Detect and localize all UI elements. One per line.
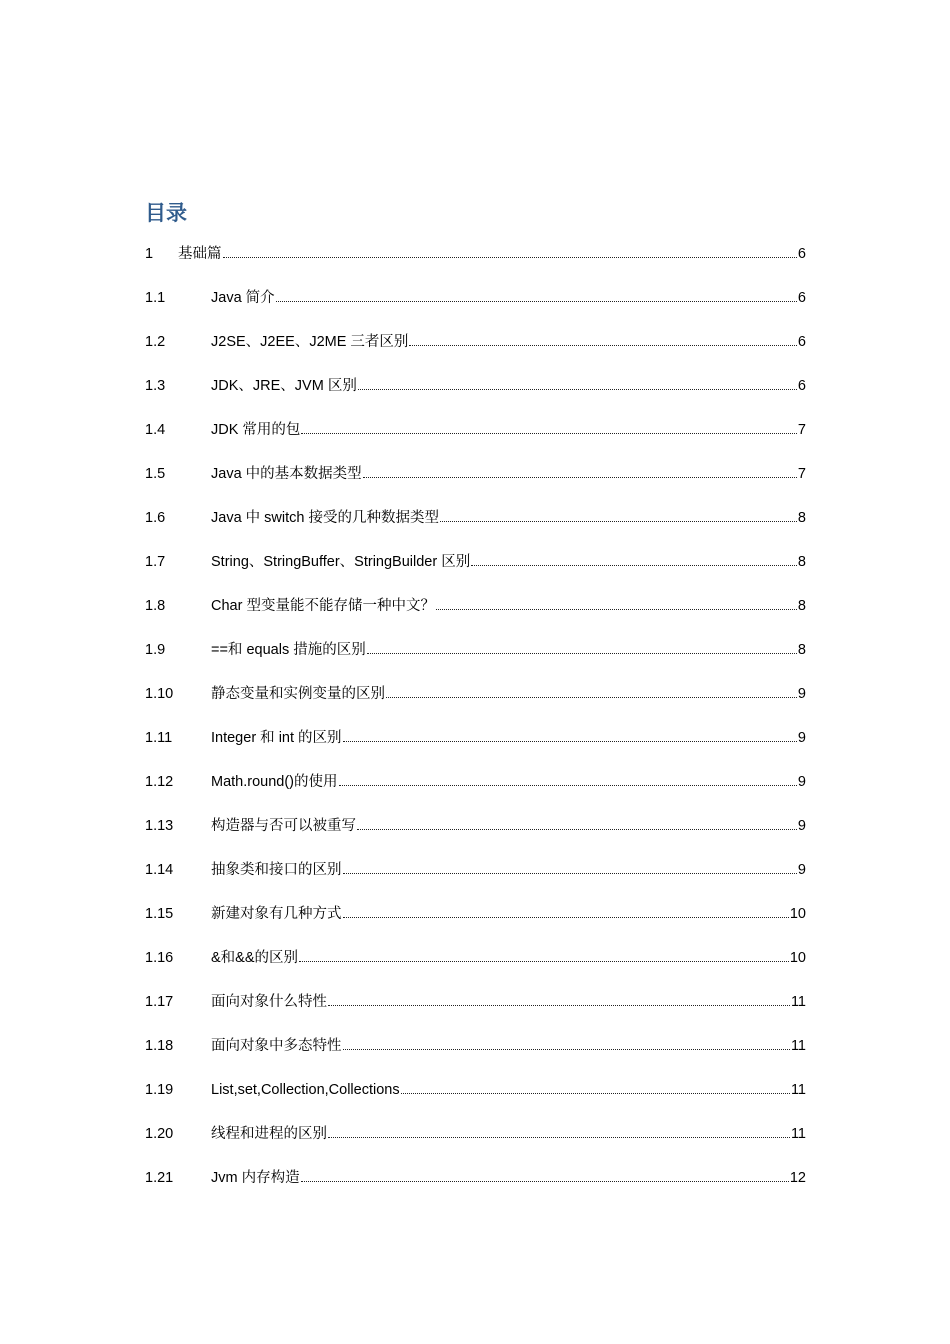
toc-entry-number: 1.13 (145, 818, 174, 834)
toc-dot-leader (276, 301, 797, 302)
toc-entry[interactable] (145, 678, 806, 722)
toc-entry-text: String、StringBuffer、StringBuilder 区别 (211, 554, 471, 570)
toc-entry-number: 1.5 (145, 466, 166, 482)
toc-dot-leader (343, 917, 789, 918)
toc-dot-leader (343, 1049, 790, 1050)
toc-dot-leader (223, 257, 797, 258)
toc-entry[interactable] (145, 414, 806, 458)
toc-entry-page: 11 (790, 1082, 806, 1098)
toc-dot-leader (328, 1005, 790, 1006)
toc-entry-page: 8 (797, 554, 806, 570)
toc-entry-page: 9 (797, 774, 806, 790)
toc-entry-number: 1.18 (145, 1038, 174, 1054)
toc-entry-number: 1.14 (145, 862, 174, 878)
toc-entry-text: JDK、JRE、JVM 区别 (211, 378, 357, 394)
toc-entry[interactable] (145, 282, 806, 326)
toc-entry[interactable] (145, 458, 806, 502)
toc-entry[interactable] (145, 546, 806, 590)
toc-dot-leader (386, 697, 797, 698)
toc-entry-text: Jvm 内存构造 (211, 1170, 300, 1186)
toc-entry-text: 构造器与否可以被重写 (211, 818, 356, 834)
toc-entry-number: 1.17 (145, 994, 174, 1010)
toc-entry-page: 6 (797, 246, 806, 262)
toc-entry[interactable] (145, 238, 806, 282)
toc-entry-number: 1.10 (145, 686, 174, 702)
toc-entry[interactable] (145, 722, 806, 766)
toc-entry-number: 1.1 (145, 290, 166, 306)
toc-entry-number: 1.16 (145, 950, 174, 966)
toc-entry[interactable] (145, 986, 806, 1030)
toc-entry-text: 线程和进程的区别 (211, 1126, 327, 1142)
toc-entry-text: Java 中的基本数据类型 (211, 466, 362, 482)
toc-entry-page: 6 (797, 378, 806, 394)
toc-entry[interactable] (145, 370, 806, 414)
toc-entry-text: Integer 和 int 的区别 (211, 730, 342, 746)
toc-entry[interactable] (145, 898, 806, 942)
toc-entry-page: 6 (797, 334, 806, 350)
toc-entry-number: 1.9 (145, 642, 166, 658)
toc-entry-page: 9 (797, 686, 806, 702)
toc-dot-leader (328, 1137, 790, 1138)
toc-entry[interactable] (145, 942, 806, 986)
toc-title: 目录 (145, 202, 187, 225)
toc-entry-page: 8 (797, 510, 806, 526)
toc-entry-number: 1.15 (145, 906, 174, 922)
toc-dot-leader (367, 653, 797, 654)
toc-entry[interactable] (145, 326, 806, 370)
toc-entry-number: 1.2 (145, 334, 166, 350)
toc-entry[interactable] (145, 590, 806, 634)
toc-entry-page: 11 (790, 994, 806, 1010)
toc-entry-number: 1.8 (145, 598, 166, 614)
toc-entry-text: &和&&的区别 (211, 950, 299, 966)
toc-dot-leader (339, 785, 797, 786)
toc-dot-leader (301, 1181, 789, 1182)
toc-entry-text: Java 简介 (211, 290, 275, 306)
toc-entry-page: 11 (790, 1126, 806, 1142)
toc-entry-page: 7 (797, 466, 806, 482)
toc-entry-text: 基础篇 (178, 246, 222, 262)
toc-entry-page: 9 (797, 730, 806, 746)
toc-entry-page: 12 (789, 1170, 806, 1186)
toc-entry-page: 11 (790, 1038, 806, 1054)
toc-entry[interactable] (145, 1074, 806, 1118)
toc-entry-text: 新建对象有几种方式 (211, 906, 342, 922)
toc-entry[interactable] (145, 854, 806, 898)
toc-entry[interactable] (145, 502, 806, 546)
toc-entry-text: Char 型变量能不能存储一种中文？ (211, 598, 435, 614)
toc-entry-number: 1 (145, 246, 154, 262)
toc-entry-text: JDK 常用的包 (211, 422, 301, 438)
toc-entry-number: 1.12 (145, 774, 174, 790)
toc-entry-page: 10 (789, 906, 806, 922)
toc-list (145, 238, 806, 1206)
toc-entry-page: 8 (797, 598, 806, 614)
toc-entry[interactable] (145, 1030, 806, 1074)
toc-dot-leader (343, 741, 797, 742)
toc-entry-text: 静态变量和实例变量的区别 (211, 686, 385, 702)
toc-entry-number: 1.21 (145, 1170, 174, 1186)
toc-entry-text: List,set,Collection,Collections (211, 1082, 400, 1098)
toc-entry[interactable] (145, 810, 806, 854)
toc-dot-leader (471, 565, 797, 566)
toc-entry-number: 1.20 (145, 1126, 174, 1142)
toc-entry[interactable] (145, 1118, 806, 1162)
toc-dot-leader (343, 873, 797, 874)
toc-entry-text: 抽象类和接口的区别 (211, 862, 342, 878)
toc-entry-text: 面向对象中多态特性 (211, 1038, 342, 1054)
toc-dot-leader (440, 521, 797, 522)
toc-dot-leader (357, 829, 797, 830)
toc-dot-leader (401, 1093, 790, 1094)
toc-entry-number: 1.11 (145, 730, 173, 746)
toc-dot-leader (436, 609, 797, 610)
toc-entry-page: 9 (797, 818, 806, 834)
toc-entry-number: 1.6 (145, 510, 166, 526)
toc-entry-text: J2SE、J2EE、J2ME 三者区别 (211, 334, 409, 350)
toc-entry-page: 8 (797, 642, 806, 658)
toc-entry[interactable] (145, 766, 806, 810)
toc-entry-page: 7 (797, 422, 806, 438)
toc-entry-text: ==和 equals 措施的区别 (211, 642, 366, 658)
toc-dot-leader (363, 477, 797, 478)
toc-dot-leader (409, 345, 797, 346)
toc-entry[interactable] (145, 1162, 806, 1206)
toc-entry[interactable] (145, 634, 806, 678)
toc-entry-number: 1.4 (145, 422, 166, 438)
toc-entry-text: Java 中 switch 接受的几种数据类型 (211, 510, 439, 526)
toc-entry-number: 1.19 (145, 1082, 174, 1098)
toc-dot-leader (358, 389, 797, 390)
toc-dot-leader (299, 961, 789, 962)
toc-entry-page: 6 (797, 290, 806, 306)
toc-entry-page: 9 (797, 862, 806, 878)
toc-entry-number: 1.3 (145, 378, 166, 394)
toc-entry-text: Math.round()的使用 (211, 774, 338, 790)
toc-entry-number: 1.7 (145, 554, 166, 570)
toc-entry-page: 10 (789, 950, 806, 966)
toc-entry-text: 面向对象什么特性 (211, 994, 327, 1010)
toc-dot-leader (301, 433, 797, 434)
